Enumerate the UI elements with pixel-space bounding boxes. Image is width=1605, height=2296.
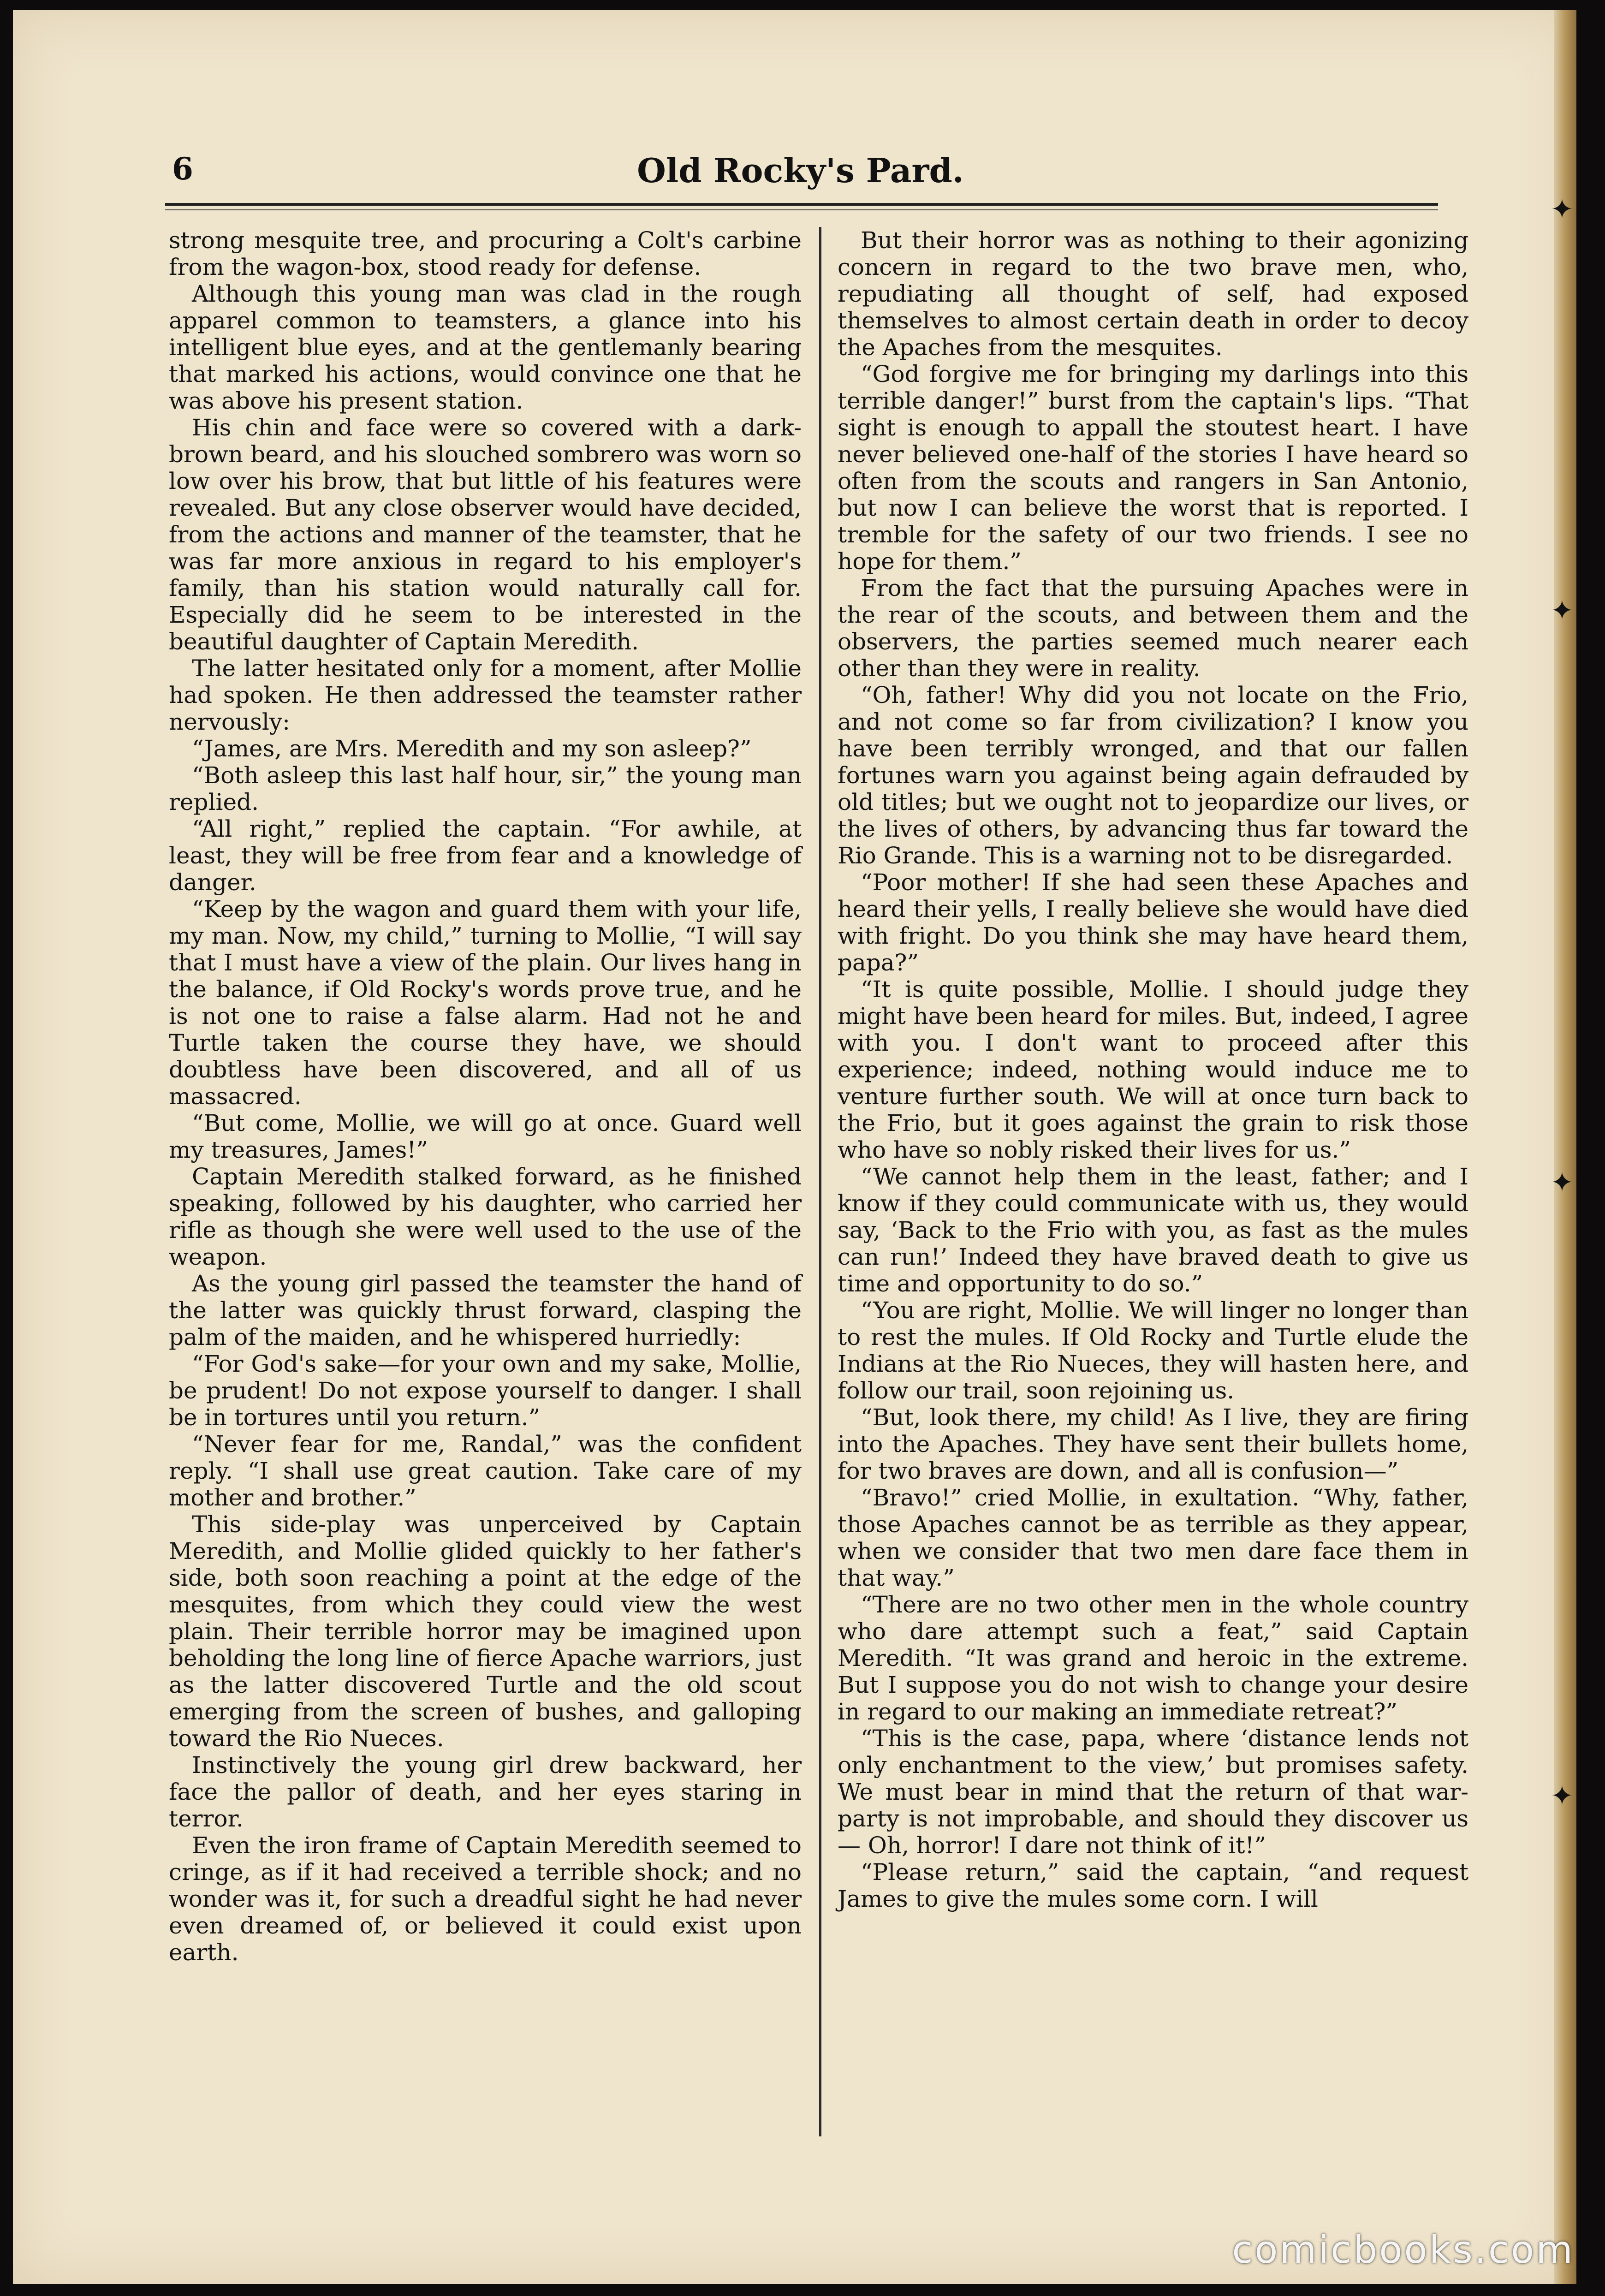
paragraph: “Oh, father! Why did you not locate on the Frio, and not come so far from civilization? I know you have been terribly wronged, and that our fallen fortunes warn you against being again defrauded by old titles; but we ought not to jeopardize our lives, or the lives of others, by advancing thus far toward the Rio Grande. This is a warning not to be disregarded. <box>838 682 1468 869</box>
right-column <box>838 227 1468 1912</box>
paragraph: “Both asleep this last half hour, sir,” the young man replied. <box>169 762 802 815</box>
paragraph: “James, are Mrs. Meredith and my son asleep?” <box>192 735 752 762</box>
staple-icon: ✦ <box>1550 1166 1574 1199</box>
paragraph: “All right,” replied the captain. “For awhile, at least, they will be free from fear and a knowledge of danger. <box>169 815 802 896</box>
paragraph: “Please return,” said the captain, “and request James to give the mules some corn. I will <box>838 1859 1468 1912</box>
paragraph: “God forgive me for bringing my darlings into this terrible danger!” burst from the captain's lips. “That sight is enough to appall the stoutest heart. I have never believed one-half of the stories I have heard so often from the scouts and rangers in San Antonio, but now I can believe the worst that is reported. I tremble for the safety of our two friends. I see no hope for them.” <box>838 361 1468 575</box>
paragraph: “It is quite possible, Mollie. I should judge they might have been heard for miles. But, indeed, I agree with you. I don't want to proceed after this experience; indeed, nothing would induce me to venture further south. We will at once turn back to the Frio, but it goes against the grain to risk those who have so nobly risked their lives for us.” <box>838 976 1468 1163</box>
spine-edge <box>1554 10 1576 2284</box>
staple-icon: ✦ <box>1550 1780 1574 1812</box>
staple-icon: ✦ <box>1550 595 1574 627</box>
paragraph: “But, look there, my child! As I live, they are firing into the Apaches. They have sent their bullets home, for two braves are down, and all is confusion—” <box>838 1404 1468 1484</box>
paragraph: His chin and face were so covered with a dark-brown beard, and his slouched sombrero was worn so low over his brow, that but little of his features were revealed. But any close observer would have decided, from the actions and manner of the teamster, that he was far more anxious in regard to his employer's family, than his station would naturally call for. Especially did he seem to be interested in the beautiful daughter of Captain Meredith. <box>169 414 802 655</box>
paragraph: “There are no two other men in the whole country who dare attempt such a feat,” said Captain Meredith. “It was grand and heroic in the extreme. But I suppose you do not wish to change your desire in regard to our making an immediate retreat?” <box>838 1591 1468 1725</box>
paragraph: Captain Meredith stalked forward, as he finished speaking, followed by his daughter, who carried her rifle as though she were well used to the use of the weapon. <box>169 1163 802 1270</box>
page-number: 6 <box>172 151 193 187</box>
paragraph: “Bravo!” cried Mollie, in exultation. “Why, father, those Apaches cannot be as terrible as they appear, when we consider that two men dare face them in that way.” <box>838 1484 1468 1591</box>
paragraph: As the young girl passed the teamster the hand of the latter was quickly thrust forward, clasping the palm of the maiden, and he whispered hurriedly: <box>169 1270 802 1350</box>
running-title: Old Rocky's Pard. <box>637 151 964 190</box>
paragraph: Even the iron frame of Captain Meredith seemed to cringe, as if it had received a terrible shock; and no wonder was it, for such a dreadful sight he had never even dreamed of, or believed it could exist upon earth. <box>169 1832 802 1966</box>
left-column <box>169 227 802 1966</box>
watermark: comicbooks.com <box>1232 2228 1575 2272</box>
page <box>13 10 1576 2284</box>
header-rule-thin <box>165 209 1438 210</box>
paragraph: This side-play was unperceived by Captain Meredith, and Mollie glided quickly to her father's side, both soon reaching a point at the edge of the mesquites, from which they could view the west plain. Their terrible horror may be imagined upon beholding the long line of fierce Apache warriors, just as the latter discovered Turtle and the old scout emerging from the screen of bushes, and galloping toward the Rio Nueces. <box>169 1511 802 1752</box>
paragraph: Although this young man was clad in the rough apparel common to teamsters, a glance into his intelligent blue eyes, and at the gentlemanly bearing that marked his actions, would convince one that he was above his present station. <box>169 280 802 414</box>
paragraph: “For God's sake—for your own and my sake, Mollie, be prudent! Do not expose yourself to danger. I shall be in tortures until you return.” <box>169 1350 802 1431</box>
paragraph: But their horror was as nothing to their agonizing concern in regard to the two brave men, who, repudiating all thought of self, had exposed themselves to almost certain death in order to decoy the Apaches from the mesquites. <box>838 227 1468 361</box>
paragraph: “Keep by the wagon and guard them with your life, my man. Now, my child,” turning to Mollie, “I will say that I must have a view of the plain. Our lives hang in the balance, if Old Rocky's words prove true, and he is not one to raise a false alarm. Had not he and Turtle taken the course they have, we should doubtless have been discovered, and all of us massacred. <box>169 896 802 1110</box>
paragraph: “But come, Mollie, we will go at once. Guard well my treasures, James!” <box>169 1110 802 1163</box>
header-rule <box>165 203 1438 206</box>
column-divider <box>819 227 821 2136</box>
paragraph: “Never fear for me, Randal,” was the confident reply. “I shall use great caution. Take care of my mother and brother.” <box>169 1431 802 1511</box>
paragraph: “We cannot help them in the least, father; and I know if they could communicate with us, they would say, ‘Back to the Frio with you, as fast as the mules can run!’ Indeed they have braved death to give us time and opportunity to do so.” <box>838 1163 1468 1297</box>
paragraph: “This is the case, papa, where ‘distance lends not only enchantment to the view,’ but promises safety. We must bear in mind that the return of that war-party is not improbable, and should they discover us— Oh, horror! I dare not think of it!” <box>838 1725 1468 1859</box>
staple-icon: ✦ <box>1550 193 1574 226</box>
paragraph: “You are right, Mollie. We will linger no longer than to rest the mules. If Old Rocky and Turtle elude the Indians at the Rio Nueces, they will hasten here, and follow our trail, soon rejoining us. <box>838 1297 1468 1404</box>
paragraph: “Poor mother! If she had seen these Apaches and heard their yells, I really believe she would have died with fright. Do you think she may have heard them, papa?” <box>838 869 1468 976</box>
page-header <box>154 151 1447 197</box>
paragraph: The latter hesitated only for a moment, after Mollie had spoken. He then addressed the teamster rather nervously: <box>169 655 802 735</box>
paragraph: From the fact that the pursuing Apaches were in the rear of the scouts, and between them and the observers, the parties seemed much nearer each other than they were in reality. <box>838 575 1468 682</box>
paragraph: Instinctively the young girl drew backward, her face the pallor of death, and her eyes staring in terror. <box>169 1752 802 1832</box>
paragraph: strong mesquite tree, and procuring a Colt's carbine from the wagon-box, stood ready for defense. <box>169 227 802 280</box>
